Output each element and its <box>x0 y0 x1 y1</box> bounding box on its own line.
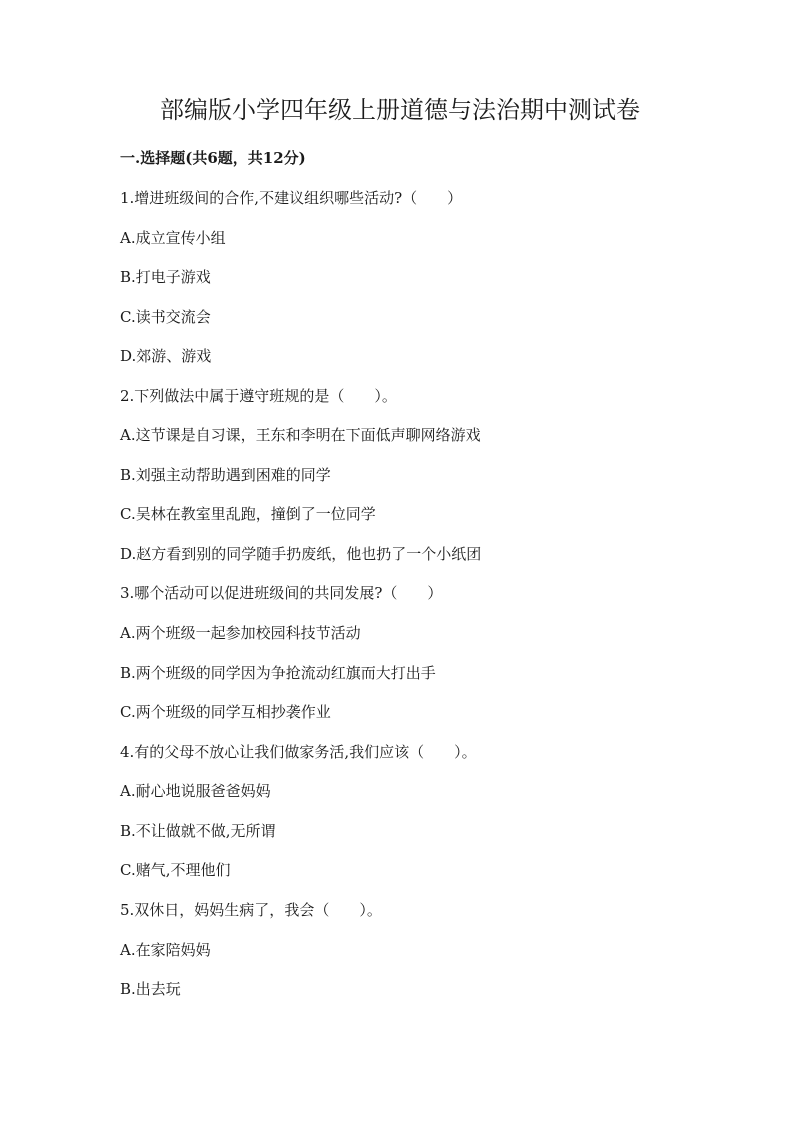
option-item: B.出去玩 <box>120 980 181 998</box>
option-item: B.不让做就不做,无所谓 <box>120 822 276 840</box>
option-item: A.两个班级一起参加校园科技节活动 <box>120 624 361 642</box>
option-item: D.郊游、游戏 <box>120 347 212 365</box>
option-item: A.在家陪妈妈 <box>120 941 211 959</box>
question-stem: 1.增进班级间的合作,不建议组织哪些活动?（ ） <box>120 189 463 207</box>
option-item: B.打电子游戏 <box>120 268 211 286</box>
option-item: A.耐心地说服爸爸妈妈 <box>120 782 271 800</box>
option-item: A.这节课是自习课，王东和李明在下面低声聊网络游戏 <box>120 426 481 444</box>
page-title: 部编版小学四年级上册道德与法治期中测试卷 <box>160 96 640 124</box>
option-item: A.成立宣传小组 <box>120 229 226 247</box>
option-item: B.刘强主动帮助遇到困难的同学 <box>120 466 331 484</box>
question-stem: 5.双休日，妈妈生病了，我会（ ）。 <box>120 901 382 919</box>
question-stem: 4.有的父母不放心让我们做家务活,我们应该（ ）。 <box>120 743 477 761</box>
section-heading: 一.选择题(共6题，共12分) <box>120 149 306 167</box>
question-stem: 2.下列做法中属于遵守班规的是（ ）。 <box>120 387 397 405</box>
question-stem: 3.哪个活动可以促进班级间的共同发展?（ ） <box>120 584 443 602</box>
option-item: D.赵方看到别的同学随手扔废纸，他也扔了一个小纸团 <box>120 545 482 563</box>
option-item: C.两个班级的同学互相抄袭作业 <box>120 703 331 721</box>
option-item: C.读书交流会 <box>120 308 211 326</box>
option-item: C.赌气,不理他们 <box>120 861 231 879</box>
option-item: C.吴林在教室里乱跑，撞倒了一位同学 <box>120 505 376 523</box>
option-item: B.两个班级的同学因为争抢流动红旗而大打出手 <box>120 664 436 682</box>
